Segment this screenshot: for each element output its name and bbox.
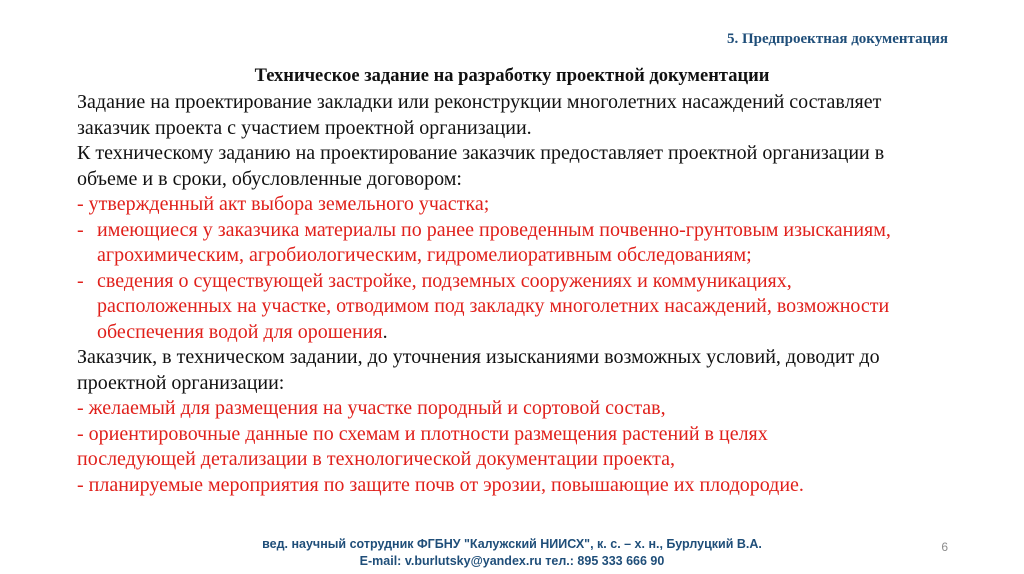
footer — [0, 536, 1024, 570]
list-item — [77, 269, 972, 346]
footer-author: вед. научный сотрудник ФГБНУ "Калужский НИИСХ", к. с. – х. н., Бурлуцкий В.А. — [262, 537, 762, 551]
list-item — [77, 218, 972, 269]
list-item-line: сведения о существующей застройке, подземных сооружениях и коммуникациях, — [97, 269, 792, 292]
section-header: 5. Предпроектная документация — [726, 31, 948, 47]
list-item: - желаемый для размещения на участке породный и сортовой состав, — [77, 397, 666, 419]
slide-body — [77, 90, 972, 498]
list-item-line: последующей детализации в технологической документации проекта, — [77, 448, 675, 470]
list-item: - утвержденный акт выбора земельного участка; — [77, 193, 490, 215]
list-item-line: расположенных на участке, отводимом под закладку многолетних насаждений, возможности — [97, 295, 890, 317]
list-item-line: агрохимическим, агробиологическим, гидромелиоративным обследованиям; — [97, 244, 752, 266]
paragraph-line: К техническому заданию на проектирование заказчик предоставляет проектной организации в — [77, 142, 885, 164]
paragraph-line: заказчик проекта с участием проектной организации. — [77, 116, 532, 139]
list-item-line: имеющиеся у заказчика материалы по ранее проведенным почвенно-грунтовым изысканиям, — [97, 218, 891, 241]
list-item: - планируемые мероприятия по защите почв от эрозии, повышающие их плодородие. — [77, 473, 804, 496]
slide-title: Техническое задание на разработку проектной документации — [254, 66, 770, 86]
trailing-period: . — [382, 320, 388, 343]
footer-contact: E-mail: v.burlutsky@yandex.ru тел.: 895 333 666 90 — [359, 554, 665, 568]
paragraph-line: объеме и в сроки, обусловленные договором: — [77, 167, 462, 190]
paragraph-line: Задание на проектирование закладки или реконструкции многолетних насаждений составляет — [77, 91, 882, 113]
list-item-line: обеспечения водой для орошения — [97, 320, 383, 343]
list-dash: - — [77, 269, 84, 292]
paragraph-line: Заказчик, в техническом задании, до уточнения изысканиями возможных условий, доводит до — [77, 346, 880, 368]
list-item: - ориентировочные данные по схемам и плотности размещения растений в целях — [77, 422, 768, 445]
list-dash: - — [77, 218, 84, 241]
page-number: 6 — [941, 540, 948, 554]
paragraph-line: проектной организации: — [77, 371, 285, 394]
